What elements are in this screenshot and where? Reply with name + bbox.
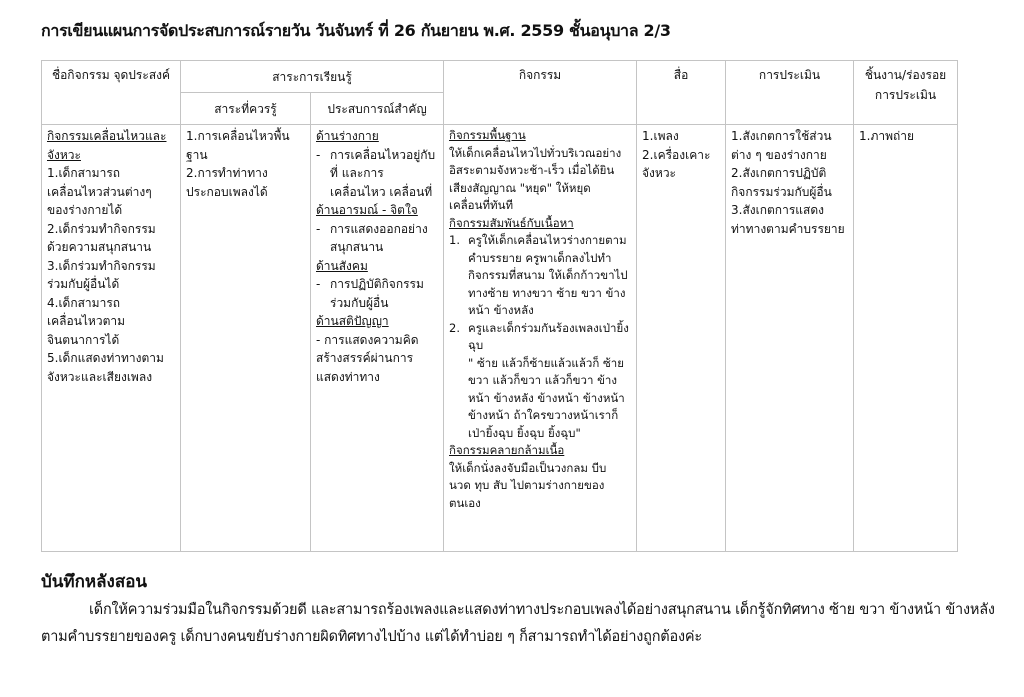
dash-bullet: -	[316, 221, 321, 236]
evidence-item: 1.ภาพถ่าย	[859, 129, 915, 143]
header-media: สื่อ	[637, 61, 726, 125]
experience-item: - การปฏิบัติกิจกรรมร่วมกับผู้อื่น	[316, 275, 438, 312]
media-item: 1.เพลง	[642, 129, 679, 143]
header-evidence: ชิ้นงาน/ร่องรอย การประเมิน	[854, 61, 958, 125]
cell-evidence	[854, 125, 958, 552]
basic-activity-text: ให้เด็กเคลื่อนไหวไปทั่วบริเวณอย่างอิสระตามจังหวะช้า-เร็ว เมื่อได้ยินเสียงสัญญาณ "หยุด" ให้หยุดเคลื่อนที่ทันที	[449, 145, 622, 212]
experience-item: - การเคลื่อนไหวอยู่กับที่ และการเคลื่อนไหว เคลื่อนที่	[316, 146, 438, 202]
cell-activity-name	[42, 125, 181, 552]
relaxation-heading: กิจกรรมคลายกล้ามเนื้อ	[449, 443, 565, 457]
experience-item: - การแสดงความคิดสร้างสรรค์ผ่านการแสดงท่าทาง	[316, 332, 419, 384]
lesson-plan-table	[41, 60, 958, 552]
emotional-heading: ด้านอารมณ์ - จิตใจ	[316, 203, 418, 217]
activity-step: 1. ครูให้เด็กเคลื่อนไหวร่างกายตามคำบรรยาย ครูพาเด็กลงไปทำกิจกรรมที่สนาม ให้เด็กก้าวขาไปทางซ้าย ทางขวา ซ้าย ขวา ข้างหน้า ข้างหลัง	[449, 233, 628, 317]
cell-content-to-know	[181, 125, 311, 552]
assessment-item: 1.สังเกตการใช้ส่วนต่าง ๆ ของร่างกาย	[731, 129, 832, 162]
header-key-experience: ประสบการณ์สำคัญ	[311, 93, 444, 125]
intellectual-heading: ด้านสติปัญญา	[316, 314, 389, 328]
song-lyrics: " ซ้าย แล้วก็ซ้ายแล้วแล้วก็ ซ้าย ขวา แล้วก็ขวา แล้วก็ขวา ข้างหน้า ข้างหลัง ข้างหน้า ข้างหน้า ข้างหน้า ถ้าใครขวางหน้าเราก็เป่ายิ้งฉุบ ยิ้งฉุบ ยิ้งฉุบ"	[468, 355, 625, 440]
media-item: 2.เครื่องเคาะจังหวะ	[642, 147, 711, 180]
activity-step: 2. ครูและเด็กร่วมกันร้องเพลงเป่ายิ้งฉุบ	[449, 320, 629, 352]
dash-bullet: -	[316, 147, 321, 162]
dash-bullet: -	[316, 277, 321, 291]
relaxation-text: ให้เด็กนั่งลงจับมือเป็นวงกลม บีบ นวด ทุบ สับ ไปตามร่างกายของตนเอง	[449, 460, 607, 510]
post-teaching-notes-body: เด็กให้ความร่วมมือในกิจกรรมด้วยดี และสามารถร้องเพลงและแสดงท่าทางประกอบเพลงได้อย่างสนุกสนาน เด็กรู้จักทิศทาง ซ้าย ขวา ข้างหน้า ข้างหลัง ตามคำบรรยายของครู เด็กบางคนขยับร่างกายผิดทิศทางไปบ้าง แต่ได้ทำบ่อย ๆ ก็สามารถทำได้อย่างถูกต้องค่ะ	[41, 602, 995, 645]
objective-item: 5.เด็กแสดงท่าทางตามจังหวะและเสียงเพลง	[47, 351, 164, 384]
post-teaching-notes-title: บันทึกหลังสอน	[41, 572, 148, 592]
assessment-item: 2.สังเกตการปฏิบัติกิจกรรมร่วมกับผู้อื่น	[731, 166, 832, 199]
objective-item: 3.เด็กร่วมทำกิจกรรมร่วมกับผู้อื่นได้	[47, 258, 156, 291]
header-assessment: การประเมิน	[726, 61, 854, 125]
header-learning-content: สาระการเรียนรู้	[181, 61, 444, 93]
cell-activities	[444, 125, 637, 552]
activity-heading: กิจกรรมเคลื่อนไหวและจังหวะ	[47, 129, 167, 162]
objective-item: 4.เด็กสามารถเคลื่อนไหวตามจินตนาการได้	[47, 295, 126, 347]
experience-item: - การแสดงออกอย่างสนุกสนาน	[316, 220, 438, 257]
content-item: 2.การทำท่าทางประกอบเพลงได้	[186, 166, 268, 199]
content-activity-heading: กิจกรรมสัมพันธ์กับเนื้อหา	[449, 215, 574, 230]
objective-item: 2.เด็กร่วมทำกิจกรรมด้วยความสนุกสนาน	[47, 221, 156, 254]
basic-activity-heading: กิจกรรมพื้นฐาน	[449, 128, 526, 142]
table-row	[42, 125, 958, 552]
social-heading: ด้านสังคม	[316, 258, 368, 273]
header-activity-name: ชื่อกิจกรรม จุดประสงค์	[42, 61, 181, 125]
cell-media	[637, 125, 726, 552]
cell-assessment	[726, 125, 854, 552]
physical-heading: ด้านร่างกาย	[316, 129, 379, 143]
cell-key-experience	[311, 125, 444, 552]
header-content-to-know: สาระที่ควรรู้	[181, 93, 311, 125]
header-row	[42, 61, 958, 93]
content-item: 1.การเคลื่อนไหวพื้นฐาน	[186, 129, 290, 162]
objective-item: 1.เด็กสามารถเคลื่อนไหวส่วนต่างๆ ของร่างกายได้	[47, 166, 152, 217]
document-title: การเขียนแผนการจัดประสบการณ์รายวัน วันจันทร์ ที่ 26 กันยายน พ.ศ. 2559 ชั้นอนุบาล 2/3	[41, 21, 671, 40]
assessment-item: 3.สังเกตการแสดงท่าทางตามคำบรรยาย	[731, 203, 845, 236]
header-activities: กิจกรรม	[444, 61, 637, 125]
